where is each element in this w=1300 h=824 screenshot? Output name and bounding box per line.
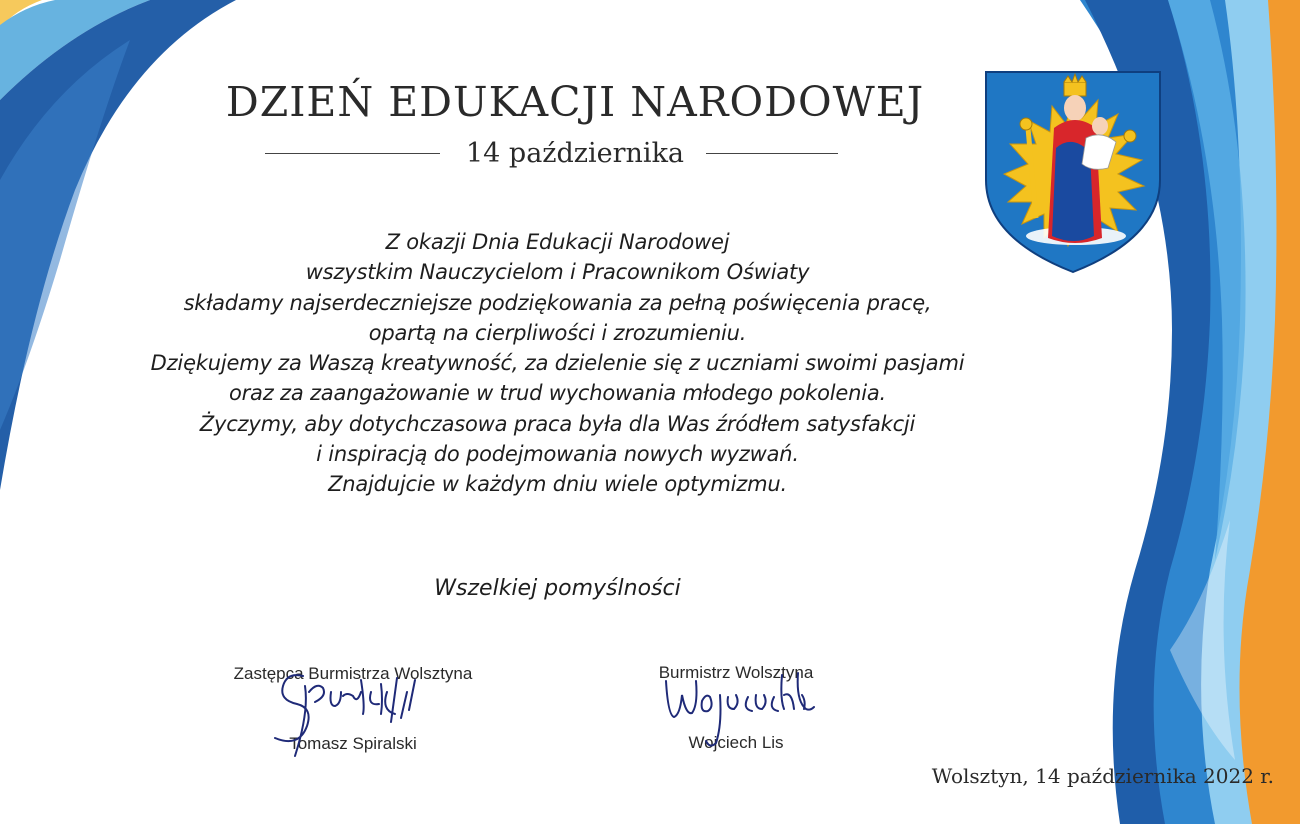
right-divider xyxy=(706,153,838,154)
handwritten-signature-spiralski xyxy=(269,652,439,762)
message-line: oraz za zaangażowanie w trud wychowania młodego pokolenia. xyxy=(228,381,887,406)
signatory-name: Wojciech Lis xyxy=(688,733,784,752)
signatory-name: Tomasz Spiralski xyxy=(289,734,417,753)
signature-block-mayor xyxy=(620,663,852,752)
handwritten-signature-lis xyxy=(656,651,816,751)
message-line: i inspiracją do podejmowania nowych wyzwań. xyxy=(316,442,799,467)
message-line: wszystkim Nauczycielom i Pracownikom Oświaty xyxy=(305,260,810,285)
message-line: opartą na cierpliwości i zrozumieniu. xyxy=(368,320,747,345)
message-line: Znajdujcie w każdym dniu wiele optymizmu. xyxy=(328,472,787,497)
message-line: składamy najserdeczniejsze podziękowania za pełną poświęcenia pracę, xyxy=(183,290,932,315)
message-line: Życzymy, aby dotychczasowa praca była dla Was źródłem satysfakcji xyxy=(199,411,916,436)
message-line: Dziękujemy za Waszą kreatywność, za dzielenie się z uczniami swoimi pasjami xyxy=(150,351,965,376)
signature-block-deputy-mayor xyxy=(205,664,501,753)
date-row xyxy=(150,138,1000,178)
greeting-message xyxy=(100,227,1015,500)
message-line: Z okazji Dnia Edukacji Narodowej xyxy=(385,230,730,254)
signatory-role: Burmistrz Wolsztyna xyxy=(658,663,814,682)
signatory-role: Zastępca Burmistrza Wolsztyna xyxy=(233,664,473,683)
occasion-date: 14 października xyxy=(465,138,685,169)
closing-wish: Wszelkiej pomyślności xyxy=(434,576,681,601)
page-title: DZIEŃ EDUKACJI NARODOWEJ xyxy=(225,78,925,126)
place-and-date: Wolsztyn, 14 października 2022 r. xyxy=(931,764,1274,788)
